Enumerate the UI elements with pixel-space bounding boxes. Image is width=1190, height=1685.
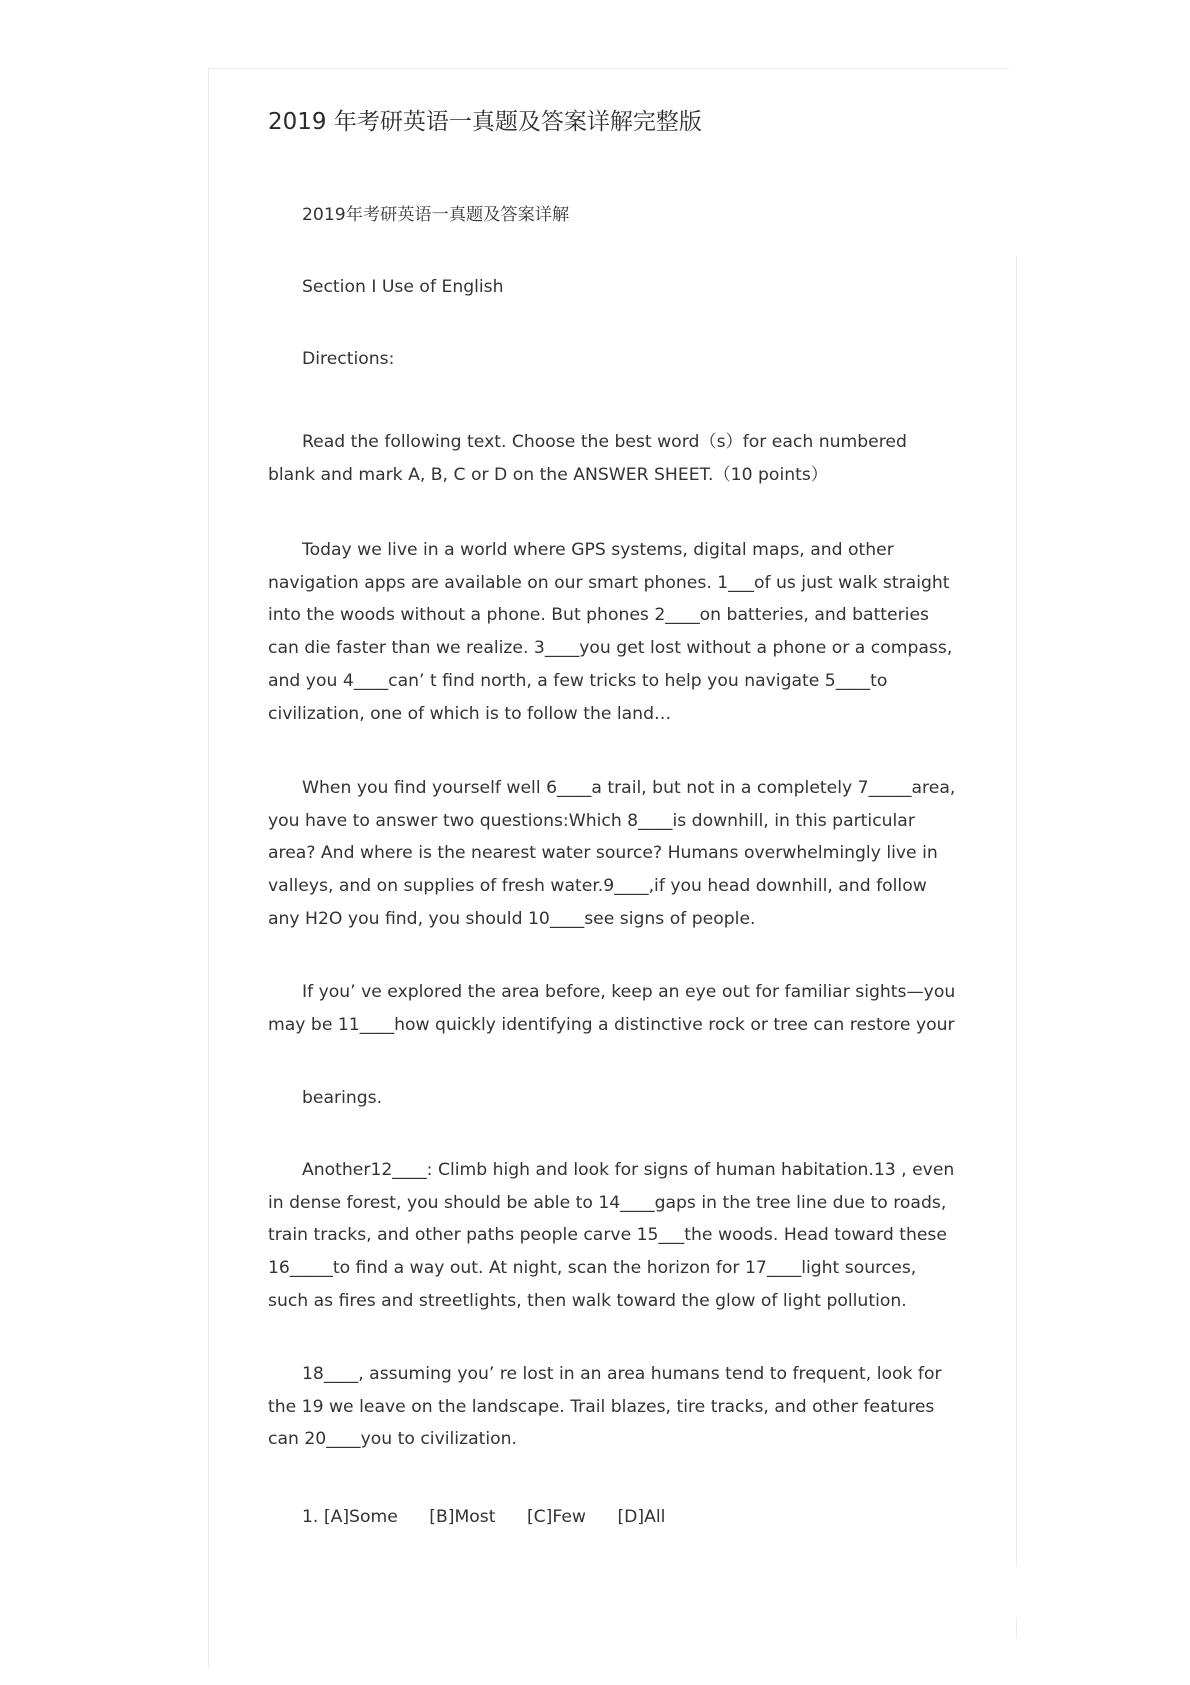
page-edge-rule-lower — [1016, 1618, 1017, 1638]
directions-text: Read the following text. Choose the best word（s）for each numbered blank and mark A, B, C or D on the ANSWER SHEET.（10 points） — [268, 432, 907, 485]
question-1-option-c: [C]Few — [526, 1507, 586, 1527]
passage-paragraph-3: If you’ ve explored the area before, keep an eye out for familiar sights—you may be 11____how quickly identifying a distinctive rock or tree can restore your — [268, 982, 956, 1035]
passage-paragraph-1: Today we live in a world where GPS systems, digital maps, and other navigation apps are available on our smart phones. 1___of us just walk straight into the woods without a phone. But phones 2____on batteries, and batteries can die faster than we realize. 3____you get lost without a phone or a compass, and you 4____can’ t find north, a few tricks to help you navigate 5____to civilization, one of which is to follow the land… — [268, 540, 953, 724]
question-1-option-d: [D]All — [617, 1507, 666, 1527]
page-edge-rule — [1016, 256, 1017, 1566]
section-heading: Section Ⅰ Use of English — [302, 277, 504, 297]
passage-paragraph-4: bearings. — [302, 1088, 383, 1108]
question-1 — [302, 1501, 665, 1533]
question-1-option-b: [B]Most — [429, 1507, 496, 1527]
passage-paragraph-6: 18____, assuming you’ re lost in an area humans tend to frequent, look for the 19 we leave on the landscape. Trail blazes, tire tracks, and other features can 20____you to civilization. — [268, 1364, 942, 1450]
passage-paragraph-5: Another12____: Climb high and look for signs of human habitation.13 , even in dense forest, you should be able to 14____gaps in the tree line due to roads, train tracks, and other paths people carve 15___the woods. Head toward these 16_____to find a way out. At night, scan the horizon for 17____light sources, such as fires and streetlights, then walk toward the glow of light pollution. — [268, 1160, 955, 1311]
document-subtitle: 2019年考研英语一真题及答案详解 — [302, 205, 570, 225]
question-1-stem: 1. [A]Some — [302, 1507, 398, 1527]
document-title: 2019 年考研英语一真题及答案详解完整版 — [268, 109, 702, 135]
directions-label: Directions: — [302, 349, 395, 369]
passage-paragraph-2: When you find yourself well 6____a trail, but not in a completely 7_____area, you have to answer two questions:Which 8____is downhill, in this particular area? And where is the nearest water source? Humans overwhelmingly live in valleys, and on supplies of fresh water.9____,if you head downhill, and follow any H2O you find, you should 10____see signs of people. — [268, 778, 956, 929]
